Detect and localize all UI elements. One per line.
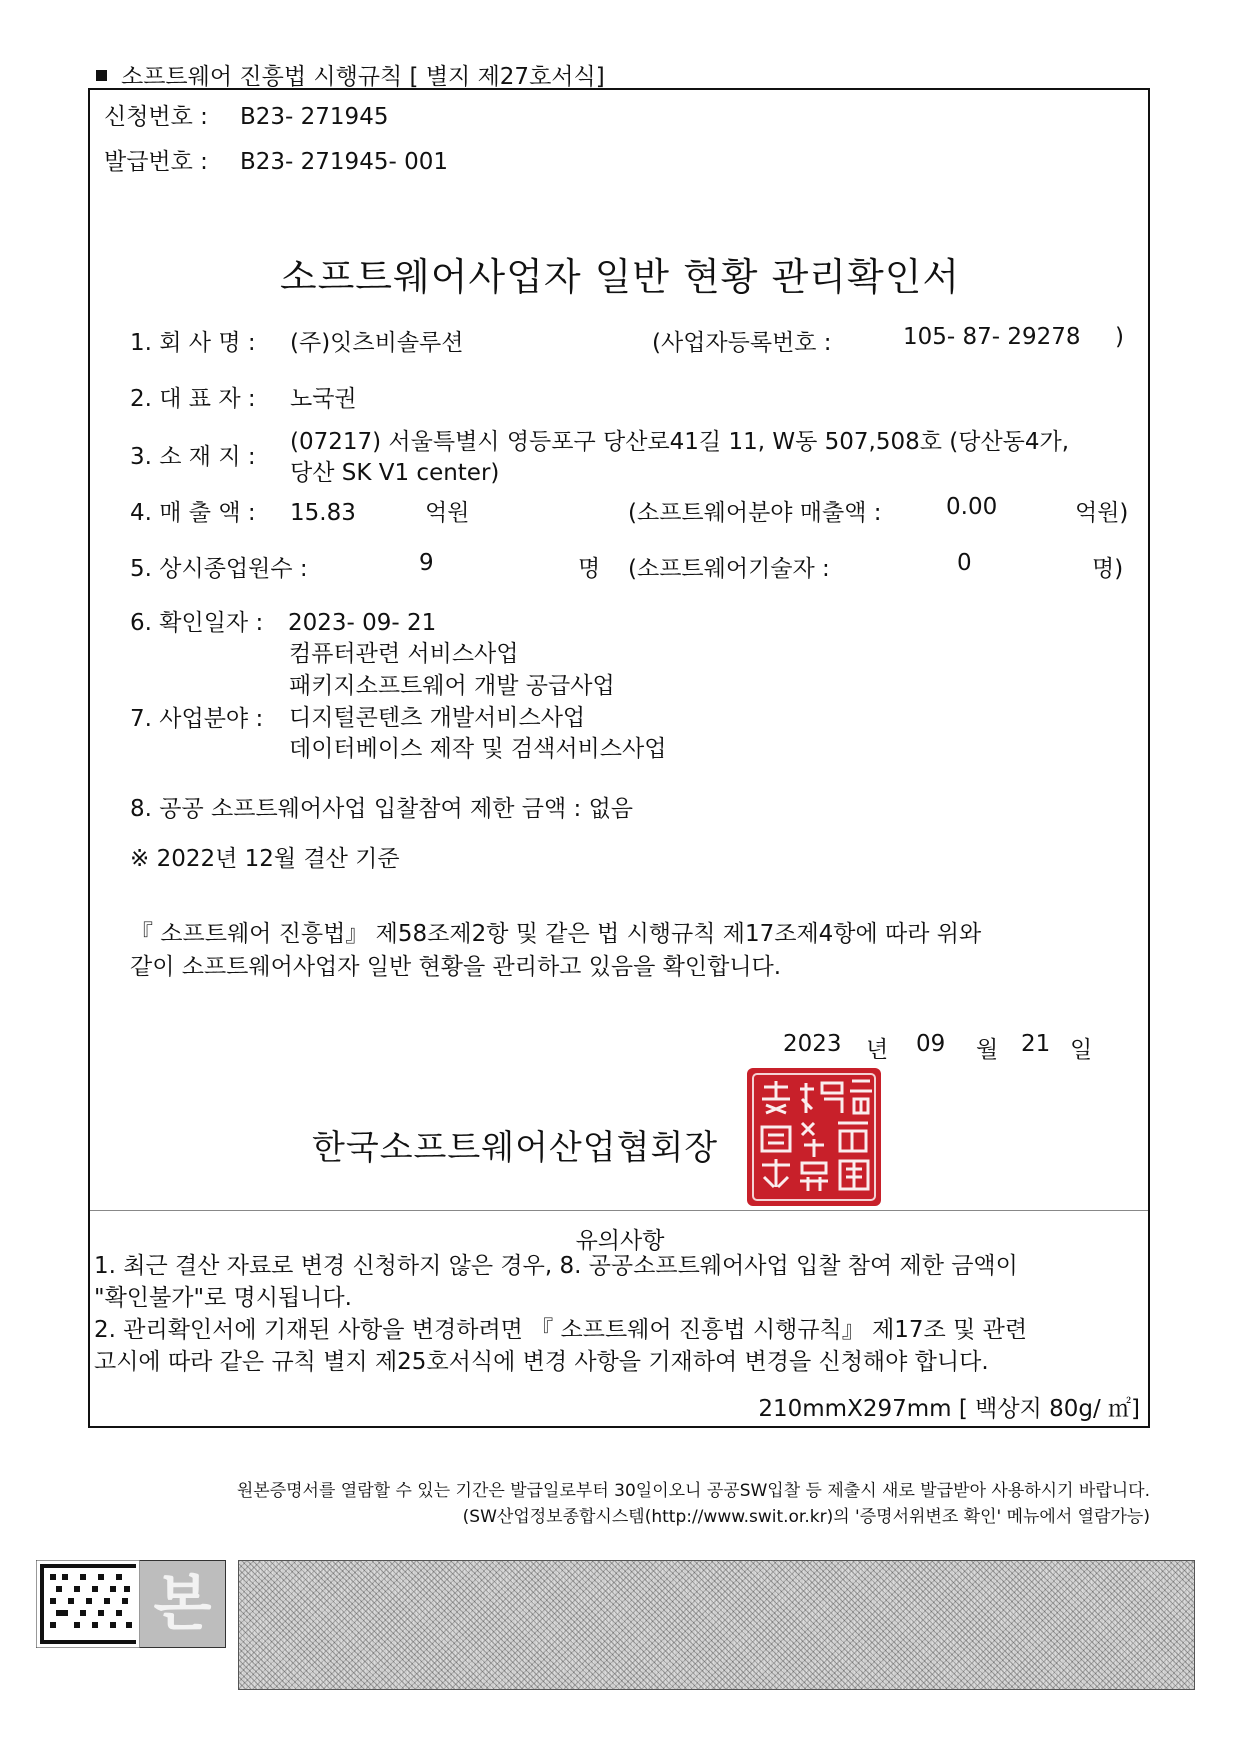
issue-day-unit: 일	[1070, 1037, 1093, 1063]
footer-line2: (SW산업정보종합시스템(http://www.swit.or.kr)의 '증명서위변조 확인' 메뉴에서 열람가능)	[462, 1507, 1150, 1527]
employees-unit: 명	[578, 556, 601, 582]
reg-number: 105- 87- 29278	[903, 324, 1081, 350]
business-label: 7. 사업분야 :	[130, 706, 264, 732]
footer-line1: 원본증명서를 열람할 수 있는 기간은 발급일로부터 30일이오니 공공SW입찰 등 제출시 새로 발급받아 사용하시기 바랍니다.	[236, 1481, 1150, 1501]
reg-label: (사업자등록번호 :	[652, 330, 832, 356]
application-number-value: B23- 271945	[240, 104, 389, 130]
sales-row	[130, 494, 356, 527]
sw-sales-value: 0.00	[946, 494, 998, 520]
form-reference-text: 소프트웨어 진흥법 시행규칙 [ 별지 제27호서식]	[121, 64, 605, 90]
business-item: 컴퓨터관련 서비스사업	[289, 641, 519, 667]
issue-month: 09	[916, 1031, 946, 1057]
sales-value: 15.83	[290, 500, 356, 526]
employees-label: 5. 상시종업원수 :	[130, 556, 308, 582]
company-row	[130, 324, 463, 357]
statement-line2: 같이 소프트웨어사업자 일반 현황을 관리하고 있음을 확인합니다.	[130, 954, 782, 980]
note-item2-line1: 2. 관리확인서에 기재된 사항을 변경하려면 『 소프트웨어 진흥법 시행규칙』 제17조 및 관련	[94, 1317, 1028, 1343]
confirm-date-label: 6. 확인일자 :	[130, 610, 264, 636]
sales-label: 4. 매 출 액 :	[130, 500, 256, 526]
company-label: 1. 회 사 명 :	[130, 330, 256, 356]
issue-number-value: B23- 271945- 001	[240, 149, 448, 175]
notes-divider	[90, 1210, 1148, 1211]
sw-engineers-value: 0	[957, 550, 972, 576]
official-seal-stamp	[744, 1065, 884, 1209]
address-line2: 당산 SK V1 center)	[290, 460, 500, 486]
company-name: (주)잇츠비솔루션	[290, 330, 464, 356]
address-label: 3. 소 재 지 :	[130, 444, 256, 470]
issue-year-unit: 년	[866, 1037, 889, 1063]
bid-limit: 8. 공공 소프트웨어사업 입찰참여 제한 금액 : 없음	[130, 796, 634, 822]
reg-close: )	[1115, 324, 1124, 350]
square-bullet-icon	[96, 70, 107, 81]
issue-number: 발급번호 : B23- 271945- 001	[104, 149, 448, 175]
representative-label: 2. 대 표 자 :	[130, 386, 256, 412]
issue-year: 2023	[783, 1031, 842, 1057]
representative-row	[130, 380, 357, 413]
employees-value: 9	[419, 550, 434, 576]
security-pattern	[238, 1560, 1195, 1690]
business-item: 디지털콘텐츠 개발서비스사업	[289, 705, 586, 731]
confirm-date-row	[130, 604, 436, 637]
statement-line1: 『 소프트웨어 진흥법』 제58조제2항 및 같은 법 시행규칙 제17조제4항에 따라 위와	[130, 921, 982, 947]
original-mark: 본	[153, 1569, 212, 1639]
original-mark-box	[140, 1560, 226, 1648]
representative-name: 노국권	[290, 386, 357, 412]
issue-month-unit: 월	[976, 1037, 999, 1063]
paper-spec: 210mmX297mm [ 백상지 80g/ ㎡]	[758, 1396, 1140, 1422]
basis-note: ※ 2022년 12월 결산 기준	[130, 846, 400, 872]
sw-engineers-unit: 명)	[1092, 556, 1124, 582]
issuer-name: 한국소프트웨어산업협회장	[312, 1128, 719, 1168]
sw-sales-label: (소프트웨어분야 매출액 :	[628, 500, 882, 526]
note-item1-line1: 1. 최근 결산 자료로 변경 신청하지 않은 경우, 8. 공공소프트웨어사업 입찰 참여 제한 금액이	[94, 1253, 1018, 1279]
notes-title: 유의사항	[575, 1228, 665, 1254]
sales-unit: 억원	[425, 500, 470, 526]
issue-day: 21	[1021, 1031, 1051, 1057]
note-item1-line2: "확인불가"로 명시됩니다.	[94, 1285, 352, 1311]
sw-engineers-label: (소프트웨어기술자 :	[628, 556, 830, 582]
document-title: 소프트웨어사업자 일반 현황 관리확인서	[279, 255, 961, 299]
datamatrix-code	[36, 1560, 140, 1648]
note-item2-line2: 고시에 따라 같은 규칙 별지 제25호서식에 변경 사항을 기재하여 변경을 신청해야 합니다.	[94, 1349, 989, 1375]
sw-sales-unit: 억원)	[1075, 500, 1129, 526]
business-item: 패키지소프트웨어 개발 공급사업	[289, 673, 615, 699]
confirm-date-value: 2023- 09- 21	[288, 610, 437, 636]
address-line1: (07217) 서울특별시 영등포구 당산로41길 11, W동 507,508호 (당산동4가,	[290, 429, 1070, 455]
form-reference	[96, 58, 605, 91]
business-item: 데이터베이스 제작 및 검색서비스사업	[289, 736, 667, 762]
application-number: 신청번호 : B23- 271945	[104, 104, 389, 130]
